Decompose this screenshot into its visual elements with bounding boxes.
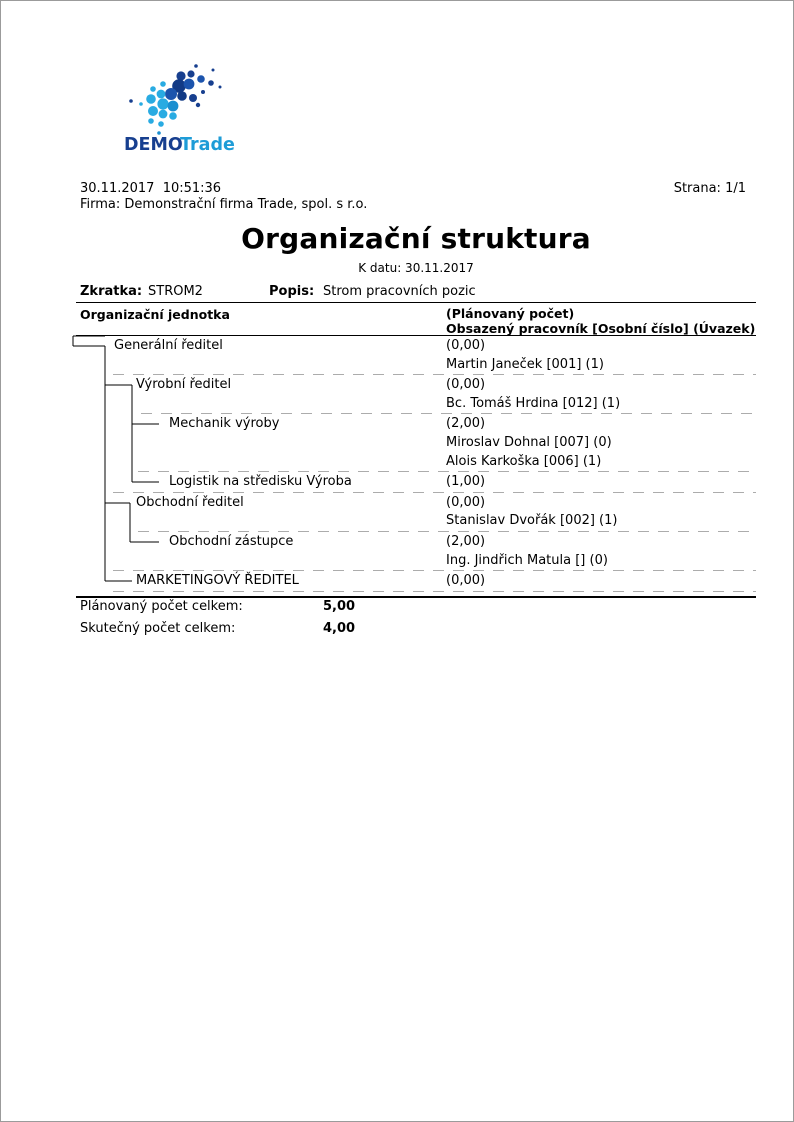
org-row-group: [76, 337, 756, 374]
planned-count: (0,00): [446, 377, 486, 393]
planned-total-value: 5,00: [323, 599, 356, 614]
employee-name: Ing. Jindřich Matula [] (0): [446, 552, 608, 568]
employee-row: [76, 395, 756, 414]
popis-value: Strom pracovních pozic: [323, 284, 476, 299]
position-label: Mechanik výroby: [169, 416, 280, 432]
col-employee-header: [446, 306, 755, 336]
org-position-row: [76, 337, 756, 356]
firm-line: Firma: Demonstrační firma Trade, spol. s r.o.: [80, 197, 368, 212]
logo-text-demo: DEMO: [124, 135, 183, 155]
row-separator: [141, 413, 756, 414]
employee-name: Alois Karkoška [006] (1): [446, 453, 602, 469]
org-position-row: [76, 473, 756, 492]
org-row-group: [76, 494, 756, 531]
planned-count: (1,00): [446, 474, 486, 490]
employee-row: [76, 434, 756, 453]
col-occupied-header: Obsazený pracovník [Osobní číslo] (Úvazek): [446, 321, 756, 336]
employee-row: [76, 552, 756, 571]
row-separator: [138, 471, 756, 472]
org-row-group: [76, 415, 756, 471]
employee-name: Miroslav Dohnal [007] (0): [446, 434, 612, 450]
col-planned-header: (Plánovaný počet): [446, 306, 575, 321]
zkratka-value: STROM2: [148, 284, 203, 299]
table-header: [76, 306, 756, 336]
org-structure-table: [76, 333, 756, 598]
row-separator: [113, 374, 756, 375]
planned-count: (0,00): [446, 494, 486, 510]
planned-count: (0,00): [446, 338, 486, 353]
report-subtitle-date: K datu: 30.11.2017: [358, 261, 474, 275]
org-row-group: [76, 376, 756, 413]
row-separator: [113, 492, 756, 493]
page-number: Strana: 1/1: [673, 181, 746, 196]
position-label: Logistik na středisku Výroba: [169, 474, 352, 490]
org-position-row: [76, 415, 756, 434]
popis-label: Popis:: [269, 284, 315, 299]
planned-count: (0,00): [446, 573, 486, 589]
actual-total-row: [76, 621, 756, 643]
row-separator: [113, 570, 756, 571]
employee-row: [76, 512, 756, 531]
actual-total-value: 4,00: [323, 621, 356, 636]
position-label: Obchodní zástupce: [169, 533, 294, 549]
totals-section: [76, 599, 756, 643]
planned-total-label: Plánovaný počet celkem:: [80, 599, 243, 614]
employee-name: Martin Janeček [001] (1): [446, 356, 604, 372]
org-position-row: [76, 494, 756, 513]
employee-name: Stanislav Dvořák [002] (1): [446, 513, 618, 529]
employee-row: [76, 356, 756, 375]
position-label: Generální ředitel: [114, 338, 223, 353]
org-row-group: [76, 473, 756, 492]
table-bottom-rule: [76, 596, 756, 598]
demo-trade-logo: [116, 61, 246, 164]
org-position-row: [76, 533, 756, 552]
actual-total-label: Skutečný počet celkem:: [80, 621, 236, 636]
employee-name: Bc. Tomáš Hrdina [012] (1): [446, 395, 621, 411]
planned-total-row: [76, 599, 756, 621]
org-row-group: [76, 572, 756, 591]
row-separator: [113, 591, 756, 592]
planned-count: (2,00): [446, 533, 486, 549]
col-org-unit-header: Organizační jednotka: [80, 307, 230, 322]
zkratka-label: Zkratka:: [80, 284, 143, 299]
meta-row: [76, 284, 756, 303]
employee-row: [76, 453, 756, 472]
position-label: Výrobní ředitel: [136, 377, 232, 393]
org-position-row: [76, 572, 756, 591]
report-datetime: 30.11.2017 10:51:36: [80, 181, 222, 196]
logo-text-trade: Trade: [180, 135, 235, 155]
position-label: MARKETINGOVÝ ŘEDITEL: [136, 573, 299, 589]
planned-count: (2,00): [446, 416, 486, 432]
report-title: Organizační struktura: [241, 222, 591, 255]
org-row-group: [76, 533, 756, 570]
logo-dots-icon: [129, 64, 221, 135]
position-label: Obchodní ředitel: [136, 494, 244, 510]
row-separator: [138, 531, 756, 532]
org-position-row: [76, 376, 756, 395]
